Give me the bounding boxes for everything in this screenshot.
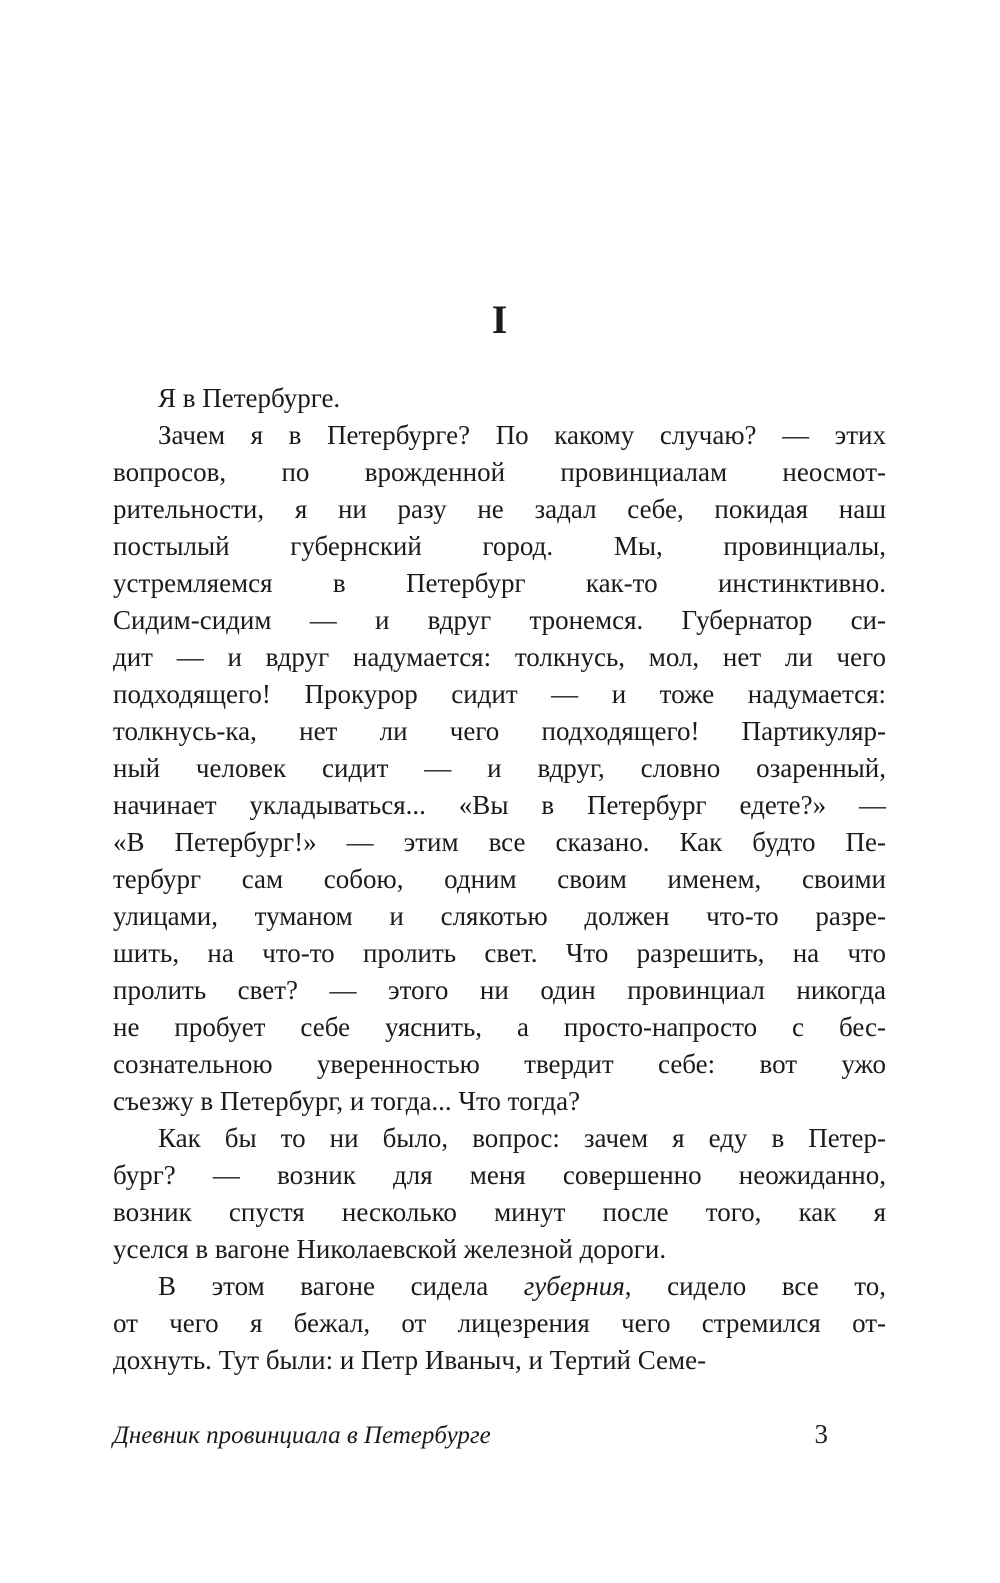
text-line: бург? — возник для меня совершенно неожиданно, — [113, 1160, 886, 1190]
paragraph-1 — [113, 380, 886, 417]
text-line: ный человек сидит — и вдруг, словно озаренный, — [113, 753, 886, 783]
text-line: возник спустя несколько минут после того, как я — [113, 1197, 886, 1227]
text-line: постылый губернский город. Мы, провинциалы, — [113, 531, 886, 561]
text-line: начинает укладываться... «Вы в Петербург едете?» — — [113, 790, 886, 820]
text-line: съезжу в Петербург, и тогда... Что тогда? — [113, 1086, 581, 1116]
text-line: «В Петербург!» — этим все сказано. Как будто Пе- — [113, 827, 886, 857]
text-line: толкнусь-ка, нет ли чего подходящего! Партикуляр- — [113, 716, 886, 746]
text-line: рительности, я ни разу не задал себе, покидая наш — [113, 494, 886, 524]
page-number: 3 — [814, 1419, 828, 1449]
text-line: Как бы то ни было, вопрос: зачем я еду в Петер- — [158, 1123, 886, 1153]
text-line: устремляемся в Петербург как-то инстинктивно. — [113, 568, 886, 598]
running-title: Дневник провинциала в Петербурге — [113, 1422, 491, 1449]
text-line: Я в Петербурге. — [158, 383, 341, 413]
text-line: от чего я бежал, от лицезрения чего стремился от- — [113, 1308, 886, 1338]
text-line: дит — и вдруг надумается: толкнусь, мол, нет ли чего — [113, 642, 886, 672]
text-line: уселся в вагоне Николаевской железной дороги. — [113, 1234, 667, 1264]
text-line: тербург сам собою, одним своим именем, своими — [113, 864, 886, 894]
paragraph-3 — [113, 1120, 886, 1268]
text-segment-italic: губерния — [523, 1271, 625, 1301]
text-line: подходящего! Прокурор сидит — и тоже надумается: — [113, 679, 886, 709]
text-segment: , сидело все то, — [624, 1271, 886, 1301]
paragraph-2 — [113, 417, 886, 1120]
text-line — [113, 1268, 886, 1305]
text-segment: В этом вагоне сидела — [158, 1271, 524, 1301]
text-line: вопросов, по врожденной провинциалам неосмот- — [113, 457, 886, 487]
text-line: сознательною уверенностью твердит себе: вот ужо — [113, 1049, 886, 1079]
page-footer — [113, 1419, 886, 1451]
chapter-heading: I — [491, 297, 508, 342]
text-line: Сидим-сидим — и вдруг тронемся. Губернатор си- — [113, 605, 886, 635]
text-line: не пробует себе уяснить, а просто-напросто с бес- — [113, 1012, 886, 1042]
text-line: улицами, туманом и слякотью должен что-то разре- — [113, 901, 886, 931]
page-content — [113, 297, 886, 1379]
text-line: шить, на что-то пролить свет. Что разрешить, на что — [113, 938, 886, 968]
text-line: Зачем я в Петербурге? По какому случаю? — этих — [158, 420, 886, 450]
text-line: дохнуть. Тут были: и Петр Иваныч, и Тертий Семе- — [113, 1345, 707, 1375]
text-line: пролить свет? — этого ни один провинциал никогда — [113, 975, 886, 1005]
paragraph-4 — [113, 1268, 886, 1379]
